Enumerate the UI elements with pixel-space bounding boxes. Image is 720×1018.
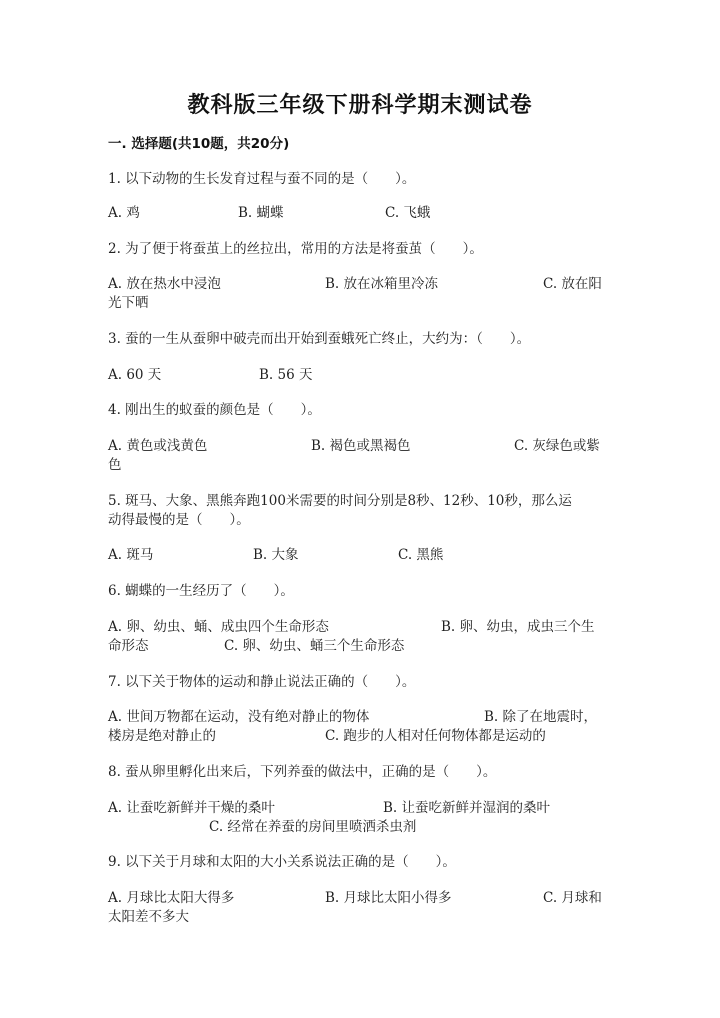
option-b[interactable]: B. 让蚕吃新鲜并湿润的桑叶 [383, 800, 551, 816]
option-c[interactable]: C. 黑熊 [398, 547, 444, 563]
section-heading: 一. 选择题(共10题，共20分) [108, 136, 290, 152]
option-c-continued: 光下晒 [108, 295, 149, 311]
question-6: 6. 蝴蝶的一生经历了（ ）。 [108, 583, 294, 599]
question-1-options [108, 204, 612, 244]
option-c[interactable]: C. 跑步的人相对任何物体都是运动的 [325, 728, 546, 744]
option-c[interactable]: C. 经常在养蚕的房间里喷洒杀虫剂 [209, 819, 417, 835]
question-2: 2. 为了便于将蚕茧上的丝拉出，常用的方法是将蚕茧（ ）。 [108, 241, 483, 257]
option-a[interactable]: A. 鸡 [108, 205, 140, 221]
option-a[interactable]: A. 卵、幼虫、蛹、成虫四个生命形态 [108, 619, 329, 635]
option-b-continued: 楼房是绝对静止的 [108, 728, 216, 744]
question-1: 1. 以下动物的生长发育过程与蚕不同的是（ ）。 [108, 171, 416, 187]
question-4: 4. 刚出生的蚁蚕的颜色是（ ）。 [108, 402, 321, 418]
option-b-continued: 命形态 [108, 638, 149, 654]
option-c[interactable]: C. 灰绿色或紫 [514, 438, 600, 454]
option-c-continued: 太阳差不多大 [108, 909, 189, 925]
question-9: 9. 以下关于月球和太阳的大小关系说法正确的是（ ）。 [108, 854, 456, 870]
option-a[interactable]: A. 月球比太阳大得多 [108, 890, 235, 906]
option-b[interactable]: B. 褐色或黑褐色 [311, 438, 411, 454]
option-b[interactable]: B. 卵、幼虫，成虫三个生 [441, 619, 595, 635]
option-b[interactable]: B. 56 天 [259, 367, 313, 383]
option-a[interactable]: A. 放在热水中浸泡 [108, 276, 221, 292]
option-a[interactable]: A. 世间万物都在运动，没有绝对静止的物体 [108, 709, 370, 725]
option-c-continued: 色 [108, 457, 122, 473]
question-8: 8. 蚕从卵里孵化出来后，下列养蚕的做法中，正确的是（ ）。 [108, 764, 497, 780]
question-8-options [108, 799, 612, 839]
option-a[interactable]: A. 斑马 [108, 547, 154, 563]
question-9-options [108, 889, 612, 929]
question-5-options [108, 546, 612, 586]
question-7: 7. 以下关于物体的运动和静止说法正确的（ ）。 [108, 674, 416, 690]
question-3-options [108, 366, 612, 406]
option-a[interactable]: A. 让蚕吃新鲜并干燥的桑叶 [108, 800, 275, 816]
question-4-options [108, 437, 612, 477]
question-5-continued: 动得最慢的是（ ）。 [108, 512, 250, 528]
option-b[interactable]: B. 放在冰箱里冷冻 [325, 276, 439, 292]
option-a[interactable]: A. 黄色或浅黄色 [108, 438, 208, 454]
question-5: 5. 斑马、大象、黑熊奔跑100米需要的时间分别是8秒、12秒、10秒，那么运 [108, 493, 572, 509]
option-b[interactable]: B. 蝴蝶 [238, 205, 284, 221]
option-c[interactable]: C. 放在阳 [543, 276, 602, 292]
page-title: 教科版三年级下册科学期末测试卷 [187, 93, 533, 118]
question-6-options [108, 618, 612, 658]
option-b[interactable]: B. 月球比太阳小得多 [325, 890, 452, 906]
option-a[interactable]: A. 60 天 [108, 367, 162, 383]
option-b[interactable]: B. 大象 [253, 547, 299, 563]
option-c[interactable]: C. 飞蛾 [385, 205, 431, 221]
question-2-options [108, 275, 612, 315]
option-b[interactable]: B. 除了在地震时， [484, 709, 598, 725]
question-3: 3. 蚕的一生从蚕卵中破壳而出开始到蚕蛾死亡终止，大约为：（ ）。 [108, 331, 531, 347]
option-c[interactable]: C. 卵、幼虫、蛹三个生命形态 [224, 638, 405, 654]
question-7-options [108, 708, 612, 748]
option-c[interactable]: C. 月球和 [543, 890, 602, 906]
